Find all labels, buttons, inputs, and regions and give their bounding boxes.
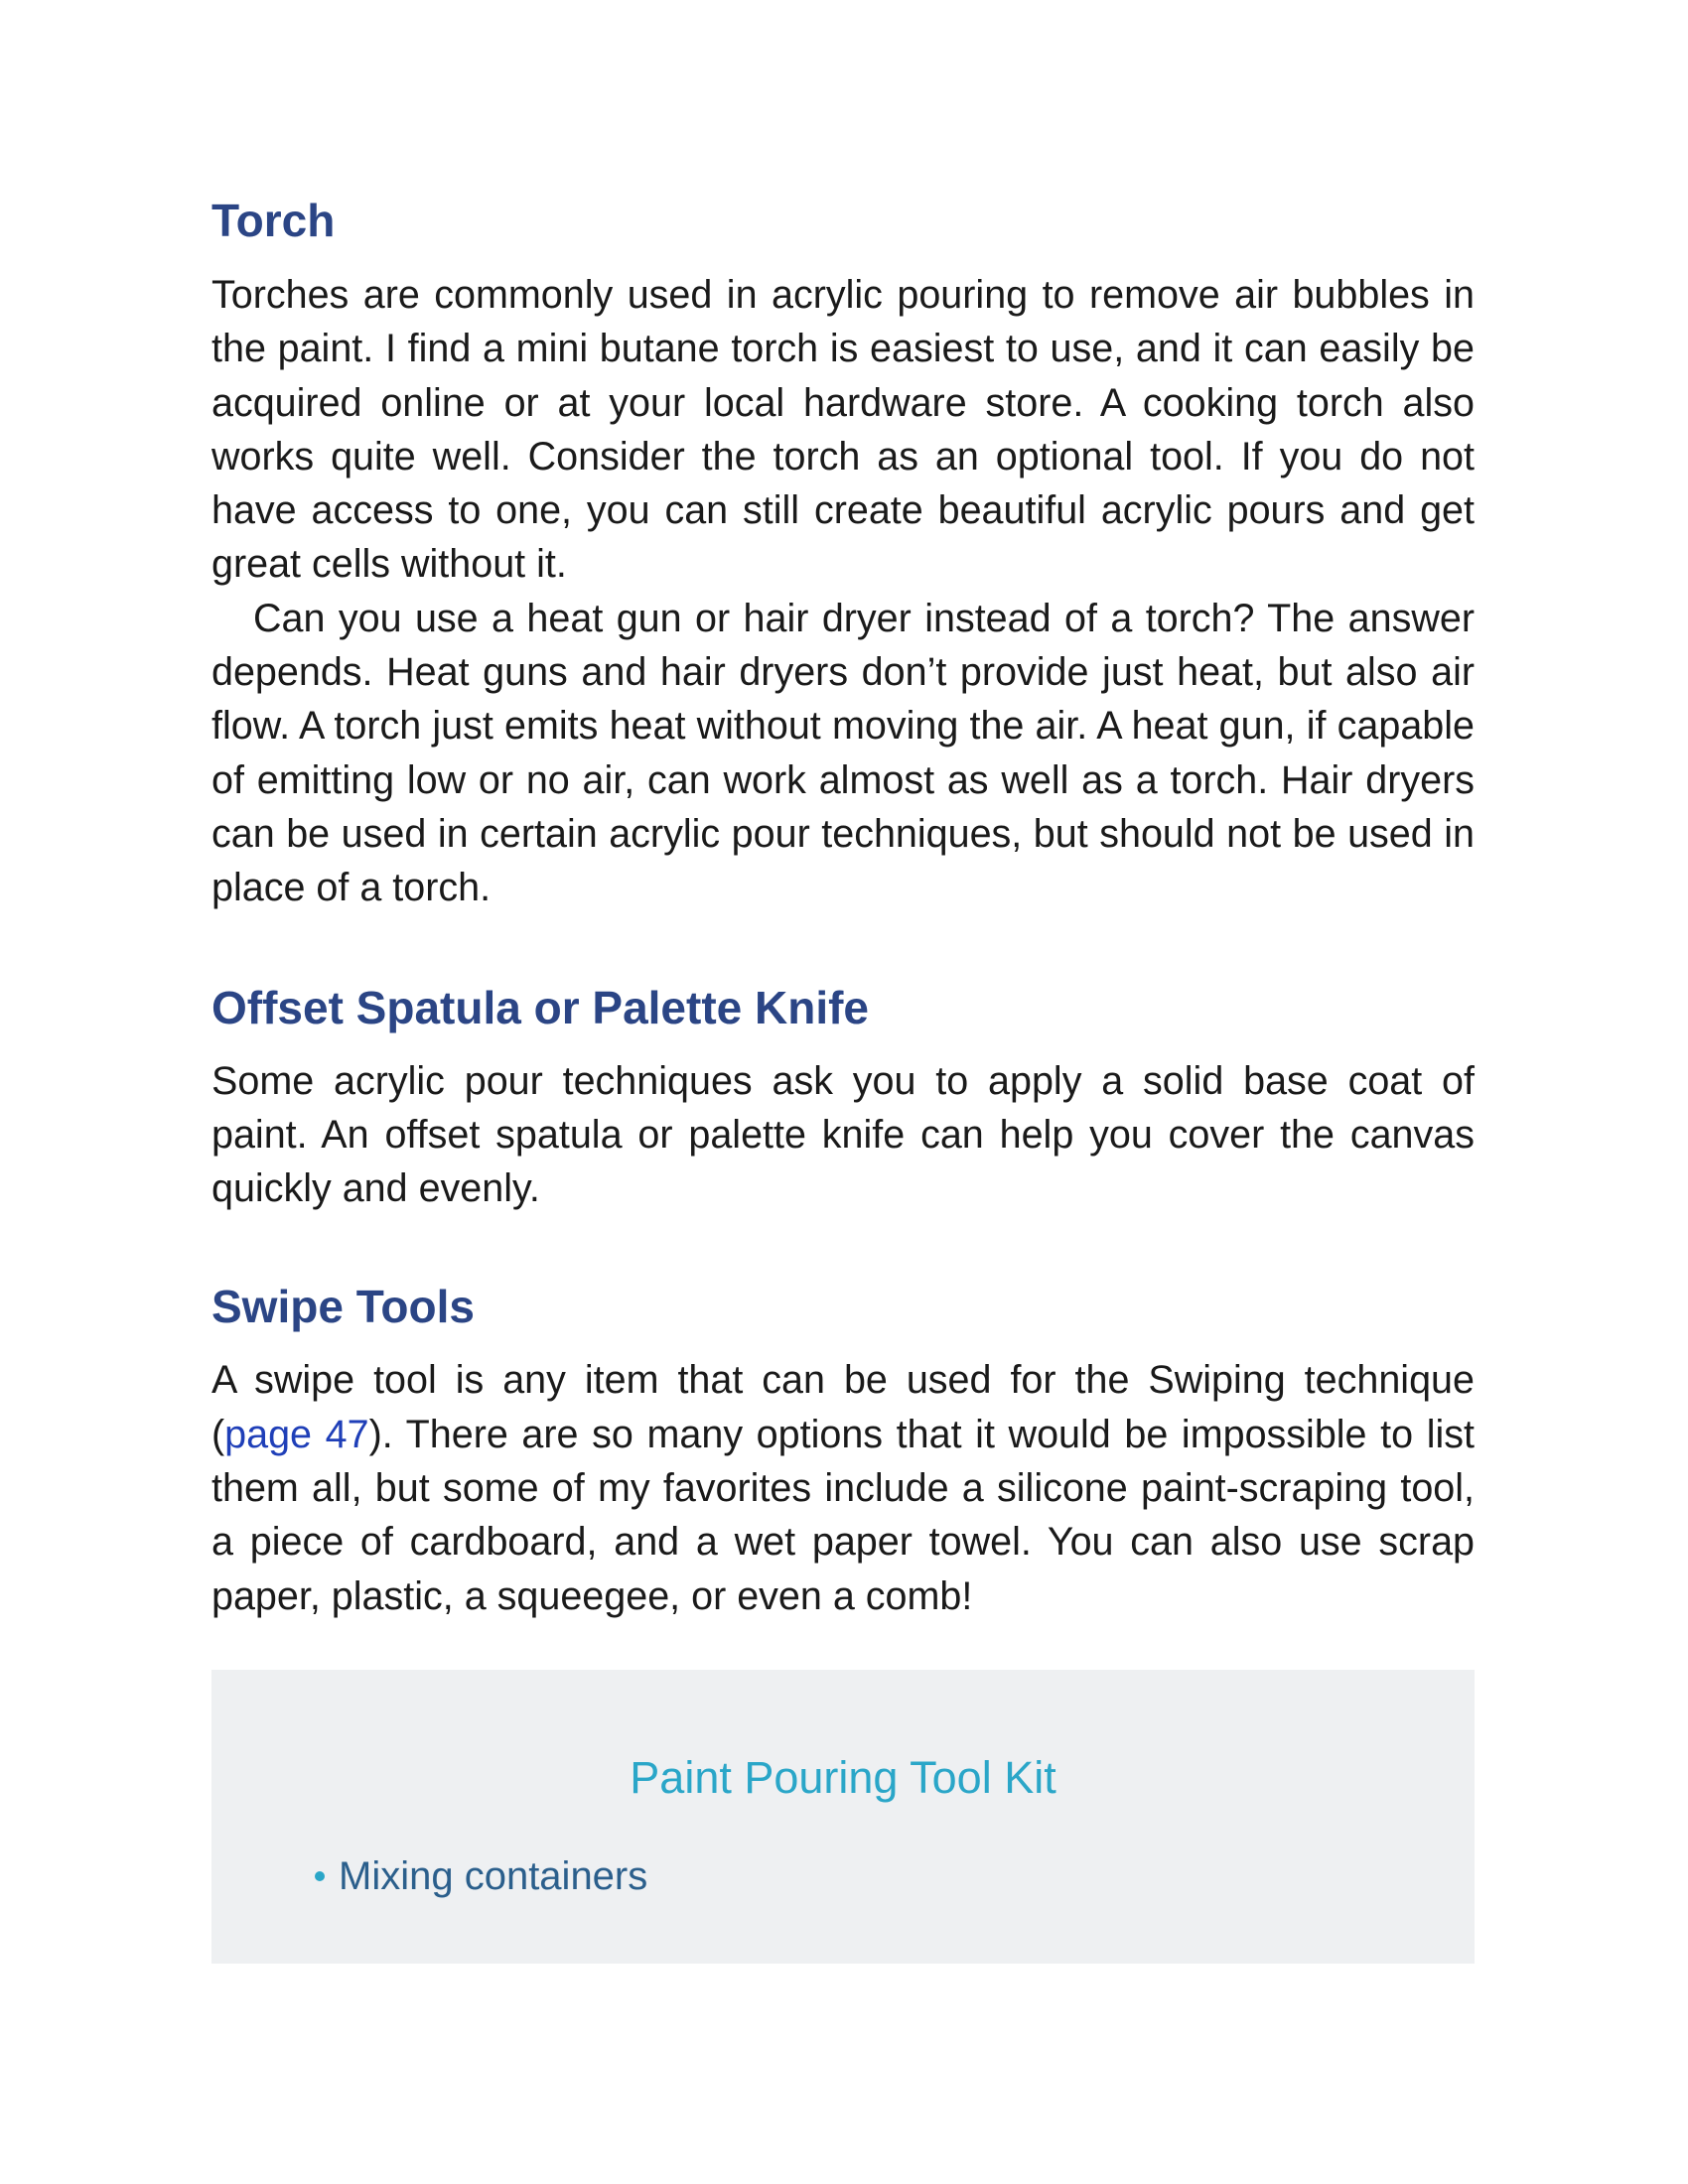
list-item (315, 1851, 647, 1901)
section-torch (211, 189, 1475, 915)
torch-paragraph-2: Can you use a heat gun or hair dryer instead of a torch? The answer depends. Heat guns and hair dryers don’t provide just heat, but also air flow. A torch just emits heat without moving the air. A heat gun, if capable of emitting low or no air, can work almost as well as a torch. Hair dryers can be used in certain acrylic pour techniques, but should not be used in place of a torch. (211, 596, 1475, 910)
tool-kit-list (315, 1851, 647, 1901)
tool-kit-item-label: Mixing containers (339, 1853, 648, 1898)
heading-offset-spatula: Offset Spatula or Palette Knife (211, 981, 870, 1033)
page-47-link[interactable]: page 47 (224, 1412, 369, 1456)
spatula-paragraph: Some acrylic pour techniques ask you to apply a solid base coat of paint. An offset spatula or palette knife can help you cover the canvas quickly and evenly. (211, 1058, 1475, 1211)
swipe-text-after-link: ). There are so many options that it would be impossible to list them all, but some of my favorites include a silicone paint-scraping tool, a piece of cardboard, and a wet paper towel. You can also use scrap paper, plastic, a squeegee, or even a comb! (211, 1412, 1475, 1618)
section-offset-spatula (211, 976, 1475, 1216)
swipe-text-before-link: A swipe tool is any item that can be used for the Swiping technique ( (211, 1358, 1475, 1456)
tool-kit-box (211, 1670, 1475, 1964)
section-swipe-tools (211, 1275, 1475, 1622)
swipe-paragraph (211, 1353, 1475, 1622)
heading-torch: Torch (211, 195, 336, 246)
torch-paragraph-1: Torches are commonly used in acrylic pouring to remove air bubbles in the paint. I find a mini butane torch is easiest to use, and it can easily be acquired online or at your local hardware store. A cooking torch also works quite well. Consider the torch as an optional tool. If you do not have access to one, you can still create beautiful acrylic pours and get great cells without it. (211, 273, 1475, 587)
heading-swipe-tools: Swipe Tools (211, 1281, 475, 1333)
tool-kit-title: Paint Pouring Tool Kit (630, 1751, 1056, 1803)
document-page (211, 189, 1475, 1964)
bullet-icon (315, 1871, 325, 1881)
